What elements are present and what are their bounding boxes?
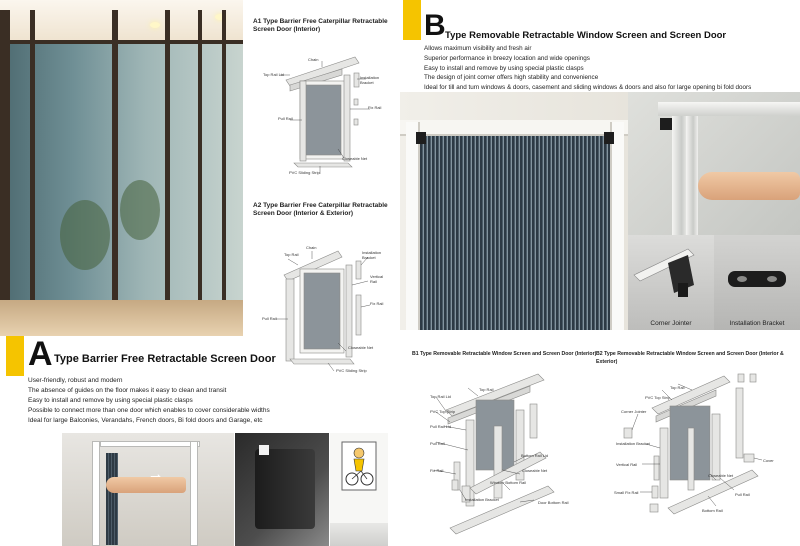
- a1-net: [305, 85, 341, 155]
- section-a-letter: A: [28, 335, 53, 373]
- corner-clip: [660, 118, 672, 130]
- facade-photo: [0, 0, 243, 336]
- screen-frame-top: [400, 120, 628, 136]
- section-b-title: Type Removable Retractable Window Screen and Screen Door: [445, 30, 727, 41]
- label-chain: Chain: [308, 57, 319, 62]
- feature-item: Superior performance in breezy location and wide openings: [424, 54, 590, 62]
- label-closeable-net: Closeable Net: [348, 345, 374, 350]
- b2-cover: [744, 454, 754, 462]
- label-bottom-rail-lid: Bottom Rail Lid: [521, 453, 549, 458]
- feature-item: Possible to connect more than one door which enables to cover considerable widths: [28, 407, 270, 414]
- feature-item: The absence of guides on the floor makes it easy to clean and transit: [28, 387, 227, 394]
- label-installation-bracket: Installation Bracket: [362, 250, 382, 260]
- facade-mullion: [165, 10, 170, 315]
- accent-bar-b: [403, 0, 421, 40]
- a1-pull-rail: [300, 81, 306, 161]
- feature-item: Ideal for large Balconies, Verandahs, French doors, Bi fold doors and Garage, etc: [28, 417, 263, 424]
- b2-corner-part: [750, 374, 756, 382]
- facade-floor: [0, 300, 243, 336]
- label-closeable-net: Closeable Net: [342, 156, 368, 161]
- label-top-rail-lid: Top Rail Lid: [430, 394, 451, 399]
- screen-cassette: [255, 449, 315, 529]
- pull-rail-photo: [628, 92, 800, 235]
- diagram-a1: [260, 45, 400, 180]
- a2-pull-rail: [286, 279, 294, 361]
- label-fix-rail: Fix Rail: [370, 301, 384, 306]
- hand-image: [698, 172, 800, 200]
- pull-handle-photo: [62, 433, 234, 546]
- facade-mullion: [0, 10, 10, 315]
- label-pull-rail: Pull Rail: [430, 441, 445, 446]
- diagram-b2-title: B2 Type Removable Retractable Window Screen and Screen Door (Interior & Exterior): [596, 351, 784, 365]
- label-pvc-sliding-strip: PVC Sliding Strip: [289, 170, 320, 175]
- label-fix-rail: Fix Rail: [368, 105, 382, 110]
- a2-installation-bracket: [356, 261, 361, 279]
- facade-mullion: [30, 10, 35, 315]
- folded-net: [106, 453, 118, 545]
- a2-pvc-strip: [290, 359, 354, 364]
- section-a-features: [28, 376, 270, 426]
- window-screen-photo: [400, 92, 628, 330]
- feature-item: User-friendly, robust and modern: [28, 377, 123, 384]
- a1-installation-bracket: [354, 73, 359, 87]
- screen-frame-right: [610, 122, 624, 330]
- installation-bracket-caption: Installation Bracket: [729, 320, 785, 327]
- rolled-screen-photo: [235, 433, 329, 546]
- corner-jointer-icon: [628, 235, 714, 315]
- door-frame-top: [100, 441, 200, 447]
- b2-pull-rail: [712, 414, 720, 480]
- b2-vertical-rail: [660, 428, 668, 498]
- label-pull-rail-lid: Pull Rail Lid: [430, 424, 452, 429]
- section-b-features: [424, 44, 796, 93]
- pleated-net: [420, 134, 610, 330]
- label-pvc-top-strip: PVC Top Strip: [430, 409, 456, 414]
- b1-installation-bracket: [530, 404, 537, 438]
- feature-item: Allows maximum visibility and fresh air: [424, 45, 532, 52]
- diagram-b1-title: B1 Type Removable Retractable Window Screen and Screen Door (Interior): [412, 351, 597, 357]
- facade-mullion: [222, 10, 226, 315]
- child-bicycle-icon: [341, 441, 377, 491]
- facade-transom: [0, 40, 243, 44]
- label-cover: Cover: [763, 458, 774, 463]
- label-top-rail: Top Rail: [284, 252, 299, 257]
- installation-bracket-photo: [714, 235, 800, 330]
- b2-inner-rail: [688, 428, 694, 490]
- label-window-bottom-rail: Window Bottom Rail: [490, 480, 527, 485]
- feature-item: Ideal for till and turn windows & doors, casement and sliding windows & doors and also for large opening bi fold doors: [424, 84, 752, 92]
- frame-corner: [259, 445, 269, 455]
- label-pvc-top-strip: PVC Top Strip: [645, 395, 671, 400]
- a1-fix-rail: [344, 75, 350, 161]
- tree-shape: [120, 180, 160, 240]
- diagram-a1-title: A1 Type Barrier Free Caterpillar Retractable Screen Door (Interior): [253, 18, 388, 33]
- b2-right-rail: [736, 388, 743, 458]
- label-fix-rail: Fix Rail: [430, 468, 444, 473]
- label-chain: Chain: [306, 245, 317, 250]
- b2-bracket: [654, 456, 659, 480]
- vertical-profile: [686, 114, 698, 235]
- corner-clip: [604, 132, 614, 144]
- diagram-a2-title: A2 Type Barrier Free Caterpillar Retractable Screen Door (Interior & Exterior): [253, 202, 388, 217]
- label-pull-rail: Pull Rail: [278, 116, 293, 121]
- b1-bracket: [452, 480, 458, 490]
- label-installation-bracket: Installation Bracket: [616, 441, 650, 446]
- section-a-title: Type Barrier Free Retractable Screen Door: [54, 353, 276, 365]
- top-profile: [658, 102, 800, 116]
- label-pull-rail: Pull Rail: [262, 316, 277, 321]
- label-top-rail: Top Rail: [479, 387, 494, 392]
- hand-image: [106, 477, 186, 493]
- feature-item: Easy to install and remove by using special plastic clasps: [28, 397, 193, 404]
- floor-strip: [330, 523, 388, 546]
- diagram-b2: [612, 368, 787, 528]
- door-frame-right: [190, 441, 198, 546]
- a1-clasp: [354, 99, 358, 105]
- screen-frame-left: [406, 122, 420, 330]
- facade-mullion: [198, 10, 202, 315]
- label-door-bottom-rail: Door Bottom Rail: [538, 500, 569, 505]
- feature-item: The design of joint corner offers high stability and convenience: [424, 74, 599, 82]
- facade-glass: [0, 12, 243, 312]
- label-small-fix-rail: Small Fix Rail: [614, 490, 639, 495]
- label-closeable-net: Closeable Net: [522, 468, 548, 473]
- b1-fix-rail: [494, 426, 502, 498]
- a2-vertical-rail: [346, 265, 352, 357]
- section-b-letter: B: [424, 9, 446, 42]
- label-closeable-net: Closeable Net: [708, 473, 734, 478]
- facade-mullion: [112, 10, 118, 315]
- tree-shape: [60, 200, 110, 270]
- corner-jointer-caption: Corner Jointer: [650, 320, 692, 327]
- label-bottom-rail: Bottom Rail: [702, 508, 723, 513]
- label-vertical-rail: Vertical Rail: [370, 274, 384, 284]
- b2-small-fix-rail: [652, 486, 658, 498]
- barrier-free-icon-panel: [330, 433, 388, 546]
- diagram-b1: [430, 370, 590, 540]
- ceiling-light-icon: [150, 22, 160, 28]
- feature-item: Easy to install and remove by using special plastic clasps: [424, 64, 584, 72]
- a2-fix-rail: [356, 295, 361, 335]
- label-installation-bracket: Installation Bracket: [360, 75, 380, 85]
- label-pvc-sliding-strip: PVC Sliding Strip: [336, 368, 367, 373]
- label-top-rail: Top Rail: [670, 385, 685, 390]
- installation-bracket-icon: [714, 235, 800, 315]
- label-pull-rail: Pull Rail: [735, 492, 750, 497]
- b2-corner-jointer: [624, 428, 632, 438]
- a1-clasp: [354, 119, 358, 125]
- label-vertical-rail: Vertical Rail: [616, 462, 638, 467]
- a2-net: [304, 273, 340, 349]
- facade-ceiling: [0, 0, 243, 42]
- label-top-rail-lid: Top Rail Lid: [263, 72, 284, 77]
- accent-bar-a: [6, 336, 24, 376]
- a1-pvc-strip: [294, 163, 352, 167]
- label-corner-jointer: Corner Jointer: [621, 409, 647, 414]
- door-frame-left: [92, 441, 100, 546]
- corner-jointer-photo: [628, 235, 714, 330]
- label-installation-bracket: Installation Bracket: [465, 497, 499, 502]
- b2-corner-jointer-bottom: [650, 504, 658, 512]
- b2-corner-part: [738, 374, 744, 382]
- corner-clip: [416, 132, 426, 144]
